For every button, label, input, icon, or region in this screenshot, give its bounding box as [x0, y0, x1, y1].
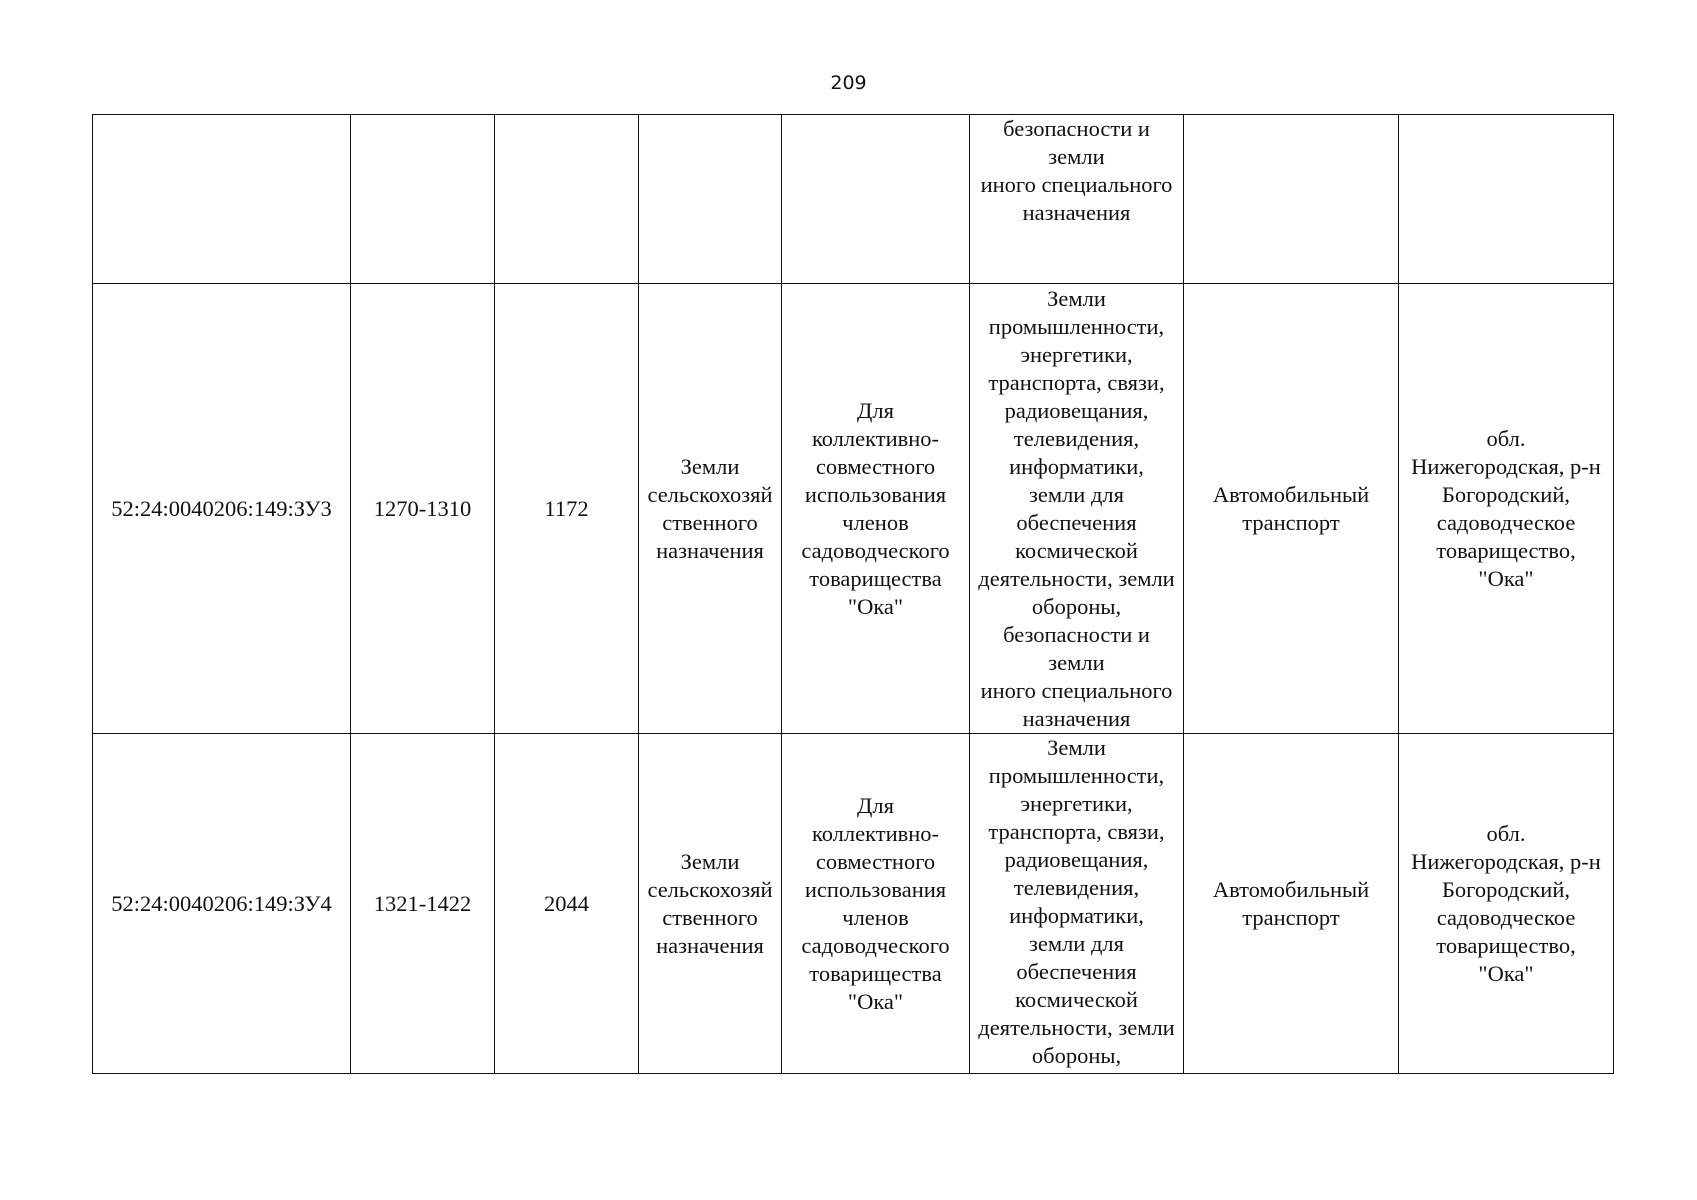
- transport-cell: Автомобильный транспорт: [1184, 734, 1399, 1074]
- address-cell: обл. Нижегородская, р-н Богородский, садоводческое товарищество, "Ока": [1399, 734, 1614, 1074]
- restricted-category-cell: Земли промышленности, энергетики, транспорта, связи, радиовещания, телевидения, информатики, земли для обеспечения космической деятельности, земли обороны,: [970, 734, 1184, 1074]
- restricted-category-cell: Земли промышленности, энергетики, транспорта, связи, радиовещания, телевидения, информатики, земли для обеспечения космической деятельности, земли обороны, безопасности и земли иного специального назначения: [970, 284, 1184, 734]
- page-number: 209: [830, 72, 867, 94]
- area-cell: [495, 115, 639, 284]
- area-cell: 2044: [495, 734, 639, 1074]
- land-category-cell: Земли сельскохозяй ственного назначения: [639, 284, 782, 734]
- cadastral-number-cell: 52:24:0040206:149:ЗУ4: [93, 734, 351, 1074]
- land-category-cell: Земли сельскохозяй ственного назначения: [639, 734, 782, 1074]
- table-row: [93, 284, 1614, 734]
- table-row: [93, 734, 1614, 1074]
- point-numbers-cell: 1270-1310: [351, 284, 495, 734]
- point-numbers-cell: [351, 115, 495, 284]
- address-cell: обл. Нижегородская, р-н Богородский, садоводческое товарищество, "Ока": [1399, 284, 1614, 734]
- permitted-use-cell: Для коллективно- совместного использования членов садоводческого товарищества "Ока": [782, 284, 970, 734]
- land-plots-table: [92, 114, 1614, 1074]
- cadastral-number-cell: [93, 115, 351, 284]
- address-cell: [1399, 115, 1614, 284]
- permitted-use-cell: [782, 115, 970, 284]
- transport-cell: [1184, 115, 1399, 284]
- area-cell: 1172: [495, 284, 639, 734]
- permitted-use-cell: Для коллективно- совместного использования членов садоводческого товарищества "Ока": [782, 734, 970, 1074]
- point-numbers-cell: 1321-1422: [351, 734, 495, 1074]
- table-row: [93, 115, 1614, 284]
- cadastral-number-cell: 52:24:0040206:149:ЗУ3: [93, 284, 351, 734]
- restricted-category-cell: безопасности и земли иного специального назначения: [970, 115, 1184, 284]
- land-category-cell: [639, 115, 782, 284]
- transport-cell: Автомобильный транспорт: [1184, 284, 1399, 734]
